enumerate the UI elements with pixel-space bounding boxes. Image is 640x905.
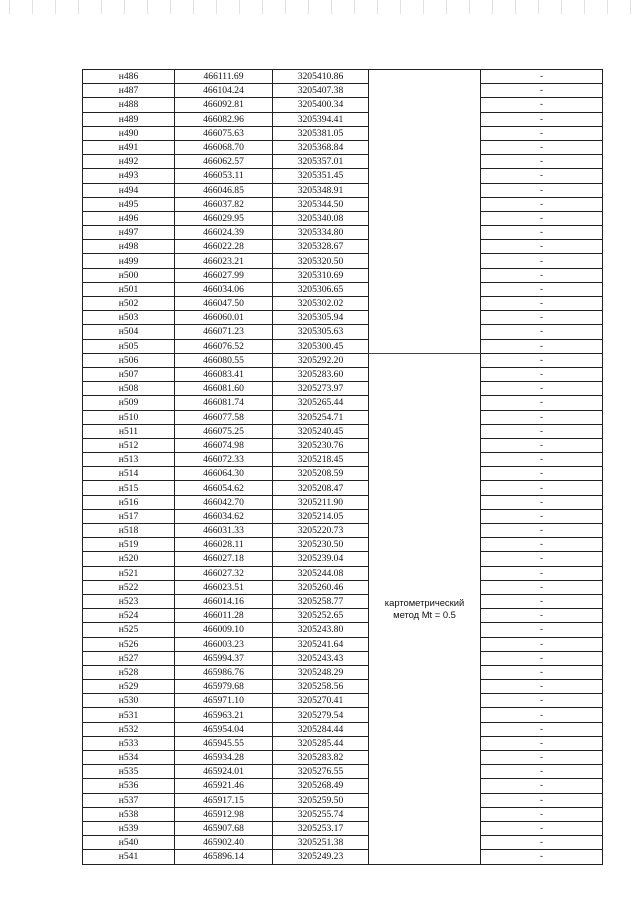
point-id-cell: н524 — [83, 609, 175, 623]
x-coordinate-cell: 465971.10 — [175, 694, 273, 708]
y-coordinate-cell: 3205255.74 — [273, 807, 369, 821]
point-id-cell: н499 — [83, 254, 175, 268]
y-coordinate-cell: 3205368.84 — [273, 140, 369, 154]
table-row — [83, 751, 603, 765]
coordinates-table-body — [83, 70, 603, 865]
y-coordinate-cell: 3205254.71 — [273, 410, 369, 424]
point-id-cell: н518 — [83, 524, 175, 538]
point-id-cell: н503 — [83, 311, 175, 325]
point-id-cell: н512 — [83, 438, 175, 452]
y-coordinate-cell: 3205208.47 — [273, 481, 369, 495]
y-coordinate-cell: 3205241.64 — [273, 637, 369, 651]
table-row — [83, 84, 603, 98]
x-coordinate-cell: 466009.10 — [175, 623, 273, 637]
y-coordinate-cell: 3205320.50 — [273, 254, 369, 268]
y-coordinate-cell: 3205334.80 — [273, 226, 369, 240]
point-id-cell: н536 — [83, 779, 175, 793]
error-value-cell: - — [481, 140, 603, 154]
error-value-cell: - — [481, 211, 603, 225]
x-coordinate-cell: 466014.16 — [175, 594, 273, 608]
point-id-cell: н497 — [83, 226, 175, 240]
x-coordinate-cell: 465986.76 — [175, 665, 273, 679]
table-row — [83, 353, 603, 367]
y-coordinate-cell: 3205260.46 — [273, 580, 369, 594]
point-id-cell: н504 — [83, 325, 175, 339]
point-id-cell: н537 — [83, 793, 175, 807]
error-value-cell: - — [481, 736, 603, 750]
error-value-cell: - — [481, 240, 603, 254]
x-coordinate-cell: 466047.50 — [175, 297, 273, 311]
error-value-cell: - — [481, 623, 603, 637]
y-coordinate-cell: 3205248.29 — [273, 665, 369, 679]
point-id-cell: н487 — [83, 84, 175, 98]
table-row — [83, 396, 603, 410]
y-coordinate-cell: 3205407.38 — [273, 84, 369, 98]
point-id-cell: н501 — [83, 282, 175, 296]
error-value-cell: - — [481, 552, 603, 566]
table-row — [83, 98, 603, 112]
y-coordinate-cell: 3205268.49 — [273, 779, 369, 793]
point-id-cell: н514 — [83, 467, 175, 481]
x-coordinate-cell: 465907.68 — [175, 821, 273, 835]
table-row — [83, 183, 603, 197]
error-value-cell: - — [481, 297, 603, 311]
table-row — [83, 481, 603, 495]
x-coordinate-cell: 466075.63 — [175, 126, 273, 140]
y-coordinate-cell: 3205302.02 — [273, 297, 369, 311]
y-coordinate-cell: 3205410.86 — [273, 70, 369, 84]
table-row — [83, 495, 603, 509]
y-coordinate-cell: 3205306.65 — [273, 282, 369, 296]
x-coordinate-cell: 465924.01 — [175, 765, 273, 779]
point-id-cell: н535 — [83, 765, 175, 779]
point-id-cell: н510 — [83, 410, 175, 424]
table-row — [83, 722, 603, 736]
x-coordinate-cell: 466064.30 — [175, 467, 273, 481]
x-coordinate-cell: 466083.41 — [175, 367, 273, 381]
x-coordinate-cell: 466062.57 — [175, 155, 273, 169]
error-value-cell: - — [481, 70, 603, 84]
table-row — [83, 594, 603, 608]
error-value-cell: - — [481, 169, 603, 183]
error-value-cell: - — [481, 850, 603, 864]
table-row — [83, 836, 603, 850]
y-coordinate-cell: 3205252.65 — [273, 609, 369, 623]
point-id-cell: н492 — [83, 155, 175, 169]
y-coordinate-cell: 3205310.69 — [273, 268, 369, 282]
error-value-cell: - — [481, 325, 603, 339]
table-row — [83, 268, 603, 282]
error-value-cell: - — [481, 353, 603, 367]
point-id-cell: н505 — [83, 339, 175, 353]
error-value-cell: - — [481, 580, 603, 594]
point-id-cell: н498 — [83, 240, 175, 254]
y-coordinate-cell: 3205305.94 — [273, 311, 369, 325]
error-value-cell: - — [481, 665, 603, 679]
y-coordinate-cell: 3205285.44 — [273, 736, 369, 750]
table-row — [83, 140, 603, 154]
table-row — [83, 367, 603, 381]
x-coordinate-cell: 466054.62 — [175, 481, 273, 495]
y-coordinate-cell: 3205292.20 — [273, 353, 369, 367]
table-row — [83, 538, 603, 552]
table-row — [83, 325, 603, 339]
error-value-cell: - — [481, 765, 603, 779]
point-id-cell: н488 — [83, 98, 175, 112]
x-coordinate-cell: 466072.33 — [175, 453, 273, 467]
x-coordinate-cell: 465945.55 — [175, 736, 273, 750]
x-coordinate-cell: 466075.25 — [175, 424, 273, 438]
table-row — [83, 552, 603, 566]
y-coordinate-cell: 3205276.55 — [273, 765, 369, 779]
error-value-cell: - — [481, 155, 603, 169]
x-coordinate-cell: 465954.04 — [175, 722, 273, 736]
y-coordinate-cell: 3205243.80 — [273, 623, 369, 637]
table-row — [83, 680, 603, 694]
x-coordinate-cell: 466031.33 — [175, 524, 273, 538]
error-value-cell: - — [481, 807, 603, 821]
table-row — [83, 424, 603, 438]
y-coordinate-cell: 3205400.34 — [273, 98, 369, 112]
table-row — [83, 382, 603, 396]
error-value-cell: - — [481, 453, 603, 467]
error-value-cell: - — [481, 495, 603, 509]
y-coordinate-cell: 3205283.82 — [273, 751, 369, 765]
error-value-cell: - — [481, 821, 603, 835]
table-row — [83, 240, 603, 254]
x-coordinate-cell: 466068.70 — [175, 140, 273, 154]
table-row — [83, 282, 603, 296]
error-value-cell: - — [481, 524, 603, 538]
y-coordinate-cell: 3205240.45 — [273, 424, 369, 438]
error-value-cell: - — [481, 226, 603, 240]
point-id-cell: н532 — [83, 722, 175, 736]
x-coordinate-cell: 466034.06 — [175, 282, 273, 296]
y-coordinate-cell: 3205348.91 — [273, 183, 369, 197]
y-coordinate-cell: 3205279.54 — [273, 708, 369, 722]
y-coordinate-cell: 3205394.41 — [273, 112, 369, 126]
x-coordinate-cell: 466074.98 — [175, 438, 273, 452]
error-value-cell: - — [481, 339, 603, 353]
point-id-cell: н528 — [83, 665, 175, 679]
x-coordinate-cell: 465902.40 — [175, 836, 273, 850]
table-row — [83, 637, 603, 651]
y-coordinate-cell: 3205258.56 — [273, 680, 369, 694]
error-value-cell: - — [481, 694, 603, 708]
error-value-cell: - — [481, 609, 603, 623]
table-row — [83, 211, 603, 225]
point-id-cell: н515 — [83, 481, 175, 495]
point-id-cell: н500 — [83, 268, 175, 282]
error-value-cell: - — [481, 566, 603, 580]
y-coordinate-cell: 3205230.76 — [273, 438, 369, 452]
x-coordinate-cell: 466081.74 — [175, 396, 273, 410]
x-coordinate-cell: 466003.23 — [175, 637, 273, 651]
point-id-cell: н541 — [83, 850, 175, 864]
point-id-cell: н493 — [83, 169, 175, 183]
point-id-cell: н529 — [83, 680, 175, 694]
y-coordinate-cell: 3205230.50 — [273, 538, 369, 552]
point-id-cell: н511 — [83, 424, 175, 438]
x-coordinate-cell: 466034.62 — [175, 509, 273, 523]
error-value-cell: - — [481, 594, 603, 608]
table-row — [83, 126, 603, 140]
point-id-cell: н489 — [83, 112, 175, 126]
point-id-cell: н526 — [83, 637, 175, 651]
y-coordinate-cell: 3205211.90 — [273, 495, 369, 509]
table-row — [83, 339, 603, 353]
point-id-cell: н507 — [83, 367, 175, 381]
table-row — [83, 112, 603, 126]
table-row — [83, 694, 603, 708]
y-coordinate-cell: 3205328.67 — [273, 240, 369, 254]
y-coordinate-cell: 3205284.44 — [273, 722, 369, 736]
y-coordinate-cell: 3205244.08 — [273, 566, 369, 580]
point-id-cell: н530 — [83, 694, 175, 708]
table-row — [83, 169, 603, 183]
y-coordinate-cell: 3205305.63 — [273, 325, 369, 339]
y-coordinate-cell: 3205251.38 — [273, 836, 369, 850]
error-value-cell: - — [481, 112, 603, 126]
table-row — [83, 70, 603, 84]
point-id-cell: н502 — [83, 297, 175, 311]
x-coordinate-cell: 466104.24 — [175, 84, 273, 98]
x-coordinate-cell: 465896.14 — [175, 850, 273, 864]
error-value-cell: - — [481, 779, 603, 793]
x-coordinate-cell: 466060.01 — [175, 311, 273, 325]
table-row — [83, 736, 603, 750]
point-id-cell: н523 — [83, 594, 175, 608]
error-value-cell: - — [481, 98, 603, 112]
table-row — [83, 155, 603, 169]
method-label-line2: метод Mt = 0.5 — [393, 608, 456, 620]
table-row — [83, 226, 603, 240]
y-coordinate-cell: 3205239.04 — [273, 552, 369, 566]
error-value-cell: - — [481, 424, 603, 438]
table-row — [83, 807, 603, 821]
table-row — [83, 821, 603, 835]
point-id-cell: н516 — [83, 495, 175, 509]
point-id-cell: н520 — [83, 552, 175, 566]
error-value-cell: - — [481, 836, 603, 850]
x-coordinate-cell: 466071.23 — [175, 325, 273, 339]
error-value-cell: - — [481, 382, 603, 396]
x-coordinate-cell: 466092.81 — [175, 98, 273, 112]
y-coordinate-cell: 3205258.77 — [273, 594, 369, 608]
error-value-cell: - — [481, 367, 603, 381]
x-coordinate-cell: 466080.55 — [175, 353, 273, 367]
error-value-cell: - — [481, 438, 603, 452]
error-value-cell: - — [481, 282, 603, 296]
error-value-cell: - — [481, 268, 603, 282]
point-id-cell: н517 — [83, 509, 175, 523]
table-row — [83, 566, 603, 580]
y-coordinate-cell: 3205218.45 — [273, 453, 369, 467]
scan-noise-strip — [0, 0, 640, 14]
x-coordinate-cell: 466076.52 — [175, 339, 273, 353]
point-id-cell: н513 — [83, 453, 175, 467]
table-row — [83, 509, 603, 523]
y-coordinate-cell: 3205344.50 — [273, 197, 369, 211]
x-coordinate-cell: 466081.60 — [175, 382, 273, 396]
error-value-cell: - — [481, 651, 603, 665]
x-coordinate-cell: 466111.69 — [175, 70, 273, 84]
y-coordinate-cell: 3205381.05 — [273, 126, 369, 140]
y-coordinate-cell: 3205273.97 — [273, 382, 369, 396]
error-value-cell: - — [481, 637, 603, 651]
table-row — [83, 651, 603, 665]
table-row — [83, 609, 603, 623]
point-id-cell: н509 — [83, 396, 175, 410]
table-row — [83, 467, 603, 481]
x-coordinate-cell: 466037.82 — [175, 197, 273, 211]
table-row — [83, 311, 603, 325]
table-row — [83, 410, 603, 424]
error-value-cell: - — [481, 708, 603, 722]
point-id-cell: н508 — [83, 382, 175, 396]
y-coordinate-cell: 3205243.43 — [273, 651, 369, 665]
error-value-cell: - — [481, 84, 603, 98]
error-value-cell: - — [481, 467, 603, 481]
error-value-cell: - — [481, 680, 603, 694]
table-row — [83, 765, 603, 779]
error-value-cell: - — [481, 751, 603, 765]
y-coordinate-cell: 3205249.23 — [273, 850, 369, 864]
table-row — [83, 297, 603, 311]
point-id-cell: н539 — [83, 821, 175, 835]
method-label-line1: картометрический — [384, 597, 465, 609]
x-coordinate-cell: 466023.21 — [175, 254, 273, 268]
error-value-cell: - — [481, 197, 603, 211]
table-row — [83, 197, 603, 211]
table-row — [83, 524, 603, 538]
table-row — [83, 793, 603, 807]
point-id-cell: н531 — [83, 708, 175, 722]
error-value-cell: - — [481, 793, 603, 807]
x-coordinate-cell: 466027.18 — [175, 552, 273, 566]
error-value-cell: - — [481, 410, 603, 424]
method-cell — [369, 353, 481, 864]
y-coordinate-cell: 3205259.50 — [273, 793, 369, 807]
x-coordinate-cell: 466022.28 — [175, 240, 273, 254]
error-value-cell: - — [481, 481, 603, 495]
table-row — [83, 779, 603, 793]
error-value-cell: - — [481, 722, 603, 736]
table-row — [83, 623, 603, 637]
point-id-cell: н533 — [83, 736, 175, 750]
y-coordinate-cell: 3205270.41 — [273, 694, 369, 708]
point-id-cell: н522 — [83, 580, 175, 594]
point-id-cell: н506 — [83, 353, 175, 367]
x-coordinate-cell: 466024.39 — [175, 226, 273, 240]
y-coordinate-cell: 3205220.73 — [273, 524, 369, 538]
y-coordinate-cell: 3205357.01 — [273, 155, 369, 169]
x-coordinate-cell: 466046.85 — [175, 183, 273, 197]
table-row — [83, 665, 603, 679]
table-row — [83, 438, 603, 452]
y-coordinate-cell: 3205351.45 — [273, 169, 369, 183]
error-value-cell: - — [481, 396, 603, 410]
x-coordinate-cell: 466053.11 — [175, 169, 273, 183]
error-value-cell: - — [481, 538, 603, 552]
point-id-cell: н491 — [83, 140, 175, 154]
table-row — [83, 850, 603, 864]
x-coordinate-cell: 466027.32 — [175, 566, 273, 580]
table-row — [83, 254, 603, 268]
point-id-cell: н495 — [83, 197, 175, 211]
x-coordinate-cell: 466082.96 — [175, 112, 273, 126]
y-coordinate-cell: 3205340.08 — [273, 211, 369, 225]
point-id-cell: н538 — [83, 807, 175, 821]
y-coordinate-cell: 3205283.60 — [273, 367, 369, 381]
y-coordinate-cell: 3205214.05 — [273, 509, 369, 523]
error-value-cell: - — [481, 126, 603, 140]
x-coordinate-cell: 466028.11 — [175, 538, 273, 552]
point-id-cell: н527 — [83, 651, 175, 665]
x-coordinate-cell: 465917.15 — [175, 793, 273, 807]
table-row — [83, 580, 603, 594]
y-coordinate-cell: 3205300.45 — [273, 339, 369, 353]
error-value-cell: - — [481, 509, 603, 523]
x-coordinate-cell: 465979.68 — [175, 680, 273, 694]
method-cell-upper — [369, 70, 481, 354]
table-row — [83, 708, 603, 722]
point-id-cell: н540 — [83, 836, 175, 850]
x-coordinate-cell: 465921.46 — [175, 779, 273, 793]
x-coordinate-cell: 466042.70 — [175, 495, 273, 509]
point-id-cell: н519 — [83, 538, 175, 552]
point-id-cell: н521 — [83, 566, 175, 580]
point-id-cell: н525 — [83, 623, 175, 637]
coordinates-table — [82, 69, 603, 865]
x-coordinate-cell: 466023.51 — [175, 580, 273, 594]
y-coordinate-cell: 3205265.44 — [273, 396, 369, 410]
x-coordinate-cell: 466029.95 — [175, 211, 273, 225]
error-value-cell: - — [481, 311, 603, 325]
error-value-cell: - — [481, 183, 603, 197]
x-coordinate-cell: 465963.21 — [175, 708, 273, 722]
x-coordinate-cell: 466077.58 — [175, 410, 273, 424]
x-coordinate-cell: 466027.99 — [175, 268, 273, 282]
point-id-cell: н494 — [83, 183, 175, 197]
y-coordinate-cell: 3205253.17 — [273, 821, 369, 835]
y-coordinate-cell: 3205208.59 — [273, 467, 369, 481]
x-coordinate-cell: 465934.28 — [175, 751, 273, 765]
error-value-cell: - — [481, 254, 603, 268]
point-id-cell: н534 — [83, 751, 175, 765]
point-id-cell: н496 — [83, 211, 175, 225]
x-coordinate-cell: 465912.98 — [175, 807, 273, 821]
x-coordinate-cell: 466011.28 — [175, 609, 273, 623]
table-row — [83, 453, 603, 467]
point-id-cell: н490 — [83, 126, 175, 140]
x-coordinate-cell: 465994.37 — [175, 651, 273, 665]
point-id-cell: н486 — [83, 70, 175, 84]
